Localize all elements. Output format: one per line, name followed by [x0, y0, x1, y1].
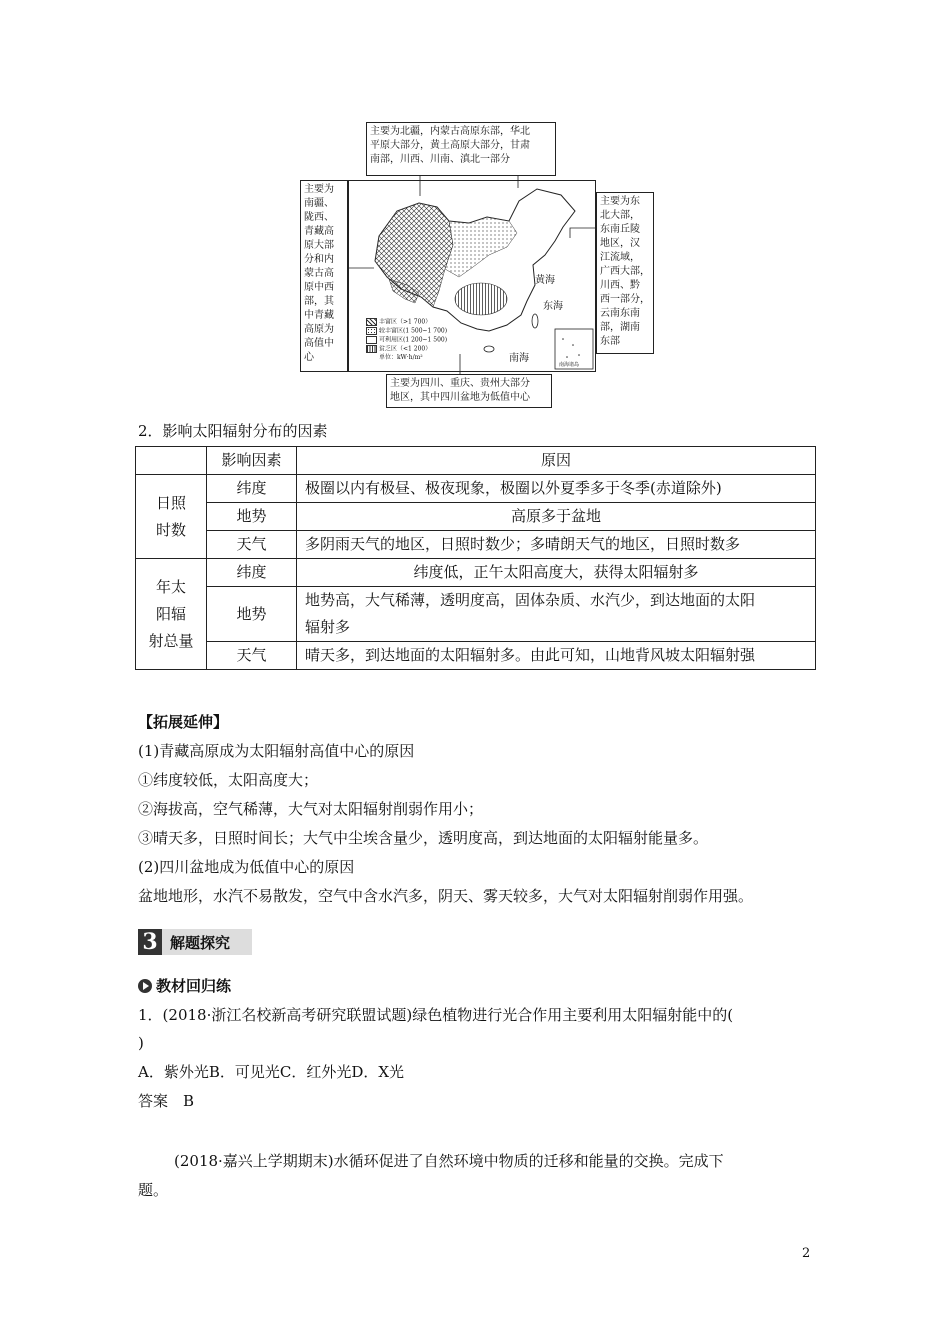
table-header-cell: 原因	[297, 447, 816, 475]
table-row	[136, 587, 816, 642]
callout-left-line: 部，其	[304, 296, 334, 307]
question-1-stem: 1．(2018·浙江名校新高考研究联盟试题)绿色植物进行光合作用主要利用太阳辐射能中的(	[138, 1006, 734, 1024]
extension-line: (1)青藏高原成为太阳辐射高值中心的原因	[138, 742, 415, 760]
question-1-stem-cont: )	[138, 1034, 144, 1052]
callout-right-line: 云南东南	[600, 308, 640, 319]
callout-right-line: 东部	[600, 336, 620, 347]
callout-right-line: 部，湖南	[600, 322, 640, 333]
callout-left-line: 高值中	[304, 338, 334, 349]
callout-right-line: 主要为东	[600, 196, 640, 207]
callout-top-line: 南部，川西、川南、滇北一部分	[370, 154, 510, 165]
table-row	[136, 559, 816, 587]
callout-right-line: 北大部，	[600, 210, 640, 221]
group-label-line: 日照	[155, 493, 186, 512]
factor-cell: 纬度	[207, 475, 297, 503]
sea-label-east: 东海	[543, 301, 563, 312]
factor-cell: 天气	[207, 642, 297, 670]
extension-line: (2)四川盆地成为低值中心的原因	[138, 858, 355, 876]
callout-left-line: 心	[304, 352, 314, 363]
subsection-title	[138, 975, 231, 997]
solar-radiation-map-figure	[300, 118, 660, 408]
inset-label: 南海诸岛	[559, 362, 580, 368]
table-header-cell: 影响因素	[207, 447, 297, 475]
extension-title: 【拓展延伸】	[138, 713, 229, 731]
callout-right-line: 地区，汉	[600, 238, 640, 249]
passage-line: 题。	[138, 1181, 169, 1199]
question-1-options: A．紫外光B．可见光C．红外光D．X光	[138, 1063, 405, 1081]
section-3-badge	[138, 929, 252, 955]
legend-label: 贫乏区（<1 200）	[379, 345, 432, 353]
extension-line: ③晴天多，日照时间长；大气中尘埃含量少，透明度高，到达地面的太阳辐射能量多。	[138, 829, 709, 847]
legend-unit: 单位：kW·h/m²	[379, 354, 423, 361]
extension-line: ①纬度较低，太阳高度大；	[138, 771, 319, 789]
callout-right-line: 东南丘陵	[600, 224, 640, 235]
callout-left-line: 原大部	[304, 240, 334, 251]
legend-label: 丰富区（>1 700）	[379, 318, 432, 326]
reason-cell: 极圈以内有极昼、极夜现象，极圈以外夏季多于冬季(赤道除外)	[297, 475, 816, 503]
page-number: 2	[802, 1246, 811, 1261]
legend-label: 较丰富区(1 500~1 700)	[379, 327, 448, 335]
group-label-sunshine-hours	[136, 475, 207, 559]
callout-left-line: 青藏高	[304, 226, 334, 237]
factor-cell: 地势	[207, 503, 297, 531]
callout-left-line: 蒙古高	[304, 268, 334, 279]
reason-cell: 晴天多，到达地面的太阳辐射多。由此可知，山地背风坡太阳辐射强	[297, 642, 816, 670]
table-row	[136, 531, 816, 559]
sea-label-south: 南海	[509, 353, 529, 364]
table-header-row	[136, 447, 816, 475]
callout-right-line: 川西、黔	[600, 280, 640, 291]
reason-cell: 纬度低，正午太阳高度大，获得太阳辐射多	[297, 559, 816, 587]
callout-right-line: 江流域，	[600, 252, 640, 263]
play-circle-icon	[138, 979, 152, 993]
group-label-line: 射总量	[148, 631, 194, 650]
table-row	[136, 503, 816, 531]
callout-left-line: 高原为	[304, 324, 334, 335]
reason-cell: 多阴雨天气的地区，日照时数少；多晴朗天气的地区，日照时数多	[297, 531, 816, 559]
sea-label-yellow: 黄海	[535, 275, 555, 286]
callout-left-line: 原中西	[304, 282, 334, 293]
callout-left-line: 分和内	[304, 254, 334, 265]
group-label-line: 阳辐	[155, 604, 186, 623]
question-1-answer: 答案 B	[138, 1092, 195, 1110]
callout-bottom-line: 地区，其中四川盆地为低值中心	[390, 392, 530, 403]
callout-top-line: 平原大部分，黄土高原大部分，甘肃	[370, 140, 530, 151]
reason-line: 地势高，大气稀薄，透明度高，固体杂质、水汽少，到达地面的太阳	[305, 591, 756, 609]
callout-left-line: 中青藏	[304, 310, 334, 321]
callout-left-line: 主要为	[304, 184, 334, 195]
table-row	[136, 475, 816, 503]
group-label-line: 年太	[155, 577, 186, 596]
legend-label: 可利用区(1 200~1 500)	[379, 336, 448, 344]
callout-leader-lines	[300, 118, 660, 408]
section-label: 解题探究	[162, 929, 252, 955]
passage-line: (2018·嘉兴上学期期末)水循环促进了自然环境中物质的迁移和能量的交换。完成下	[174, 1152, 724, 1170]
callout-left-line: 南疆、	[304, 198, 334, 209]
extension-line: ②海拔高，空气稀薄，大气对太阳辐射削弱作用小；	[138, 800, 484, 818]
group-label-line: 时数	[155, 520, 186, 539]
extension-line: 盆地地形，水汽不易散发，空气中含水汽多，阴天、雾天较多，大气对太阳辐射削弱作用强。	[138, 887, 754, 905]
reason-cell: 高原多于盆地	[297, 503, 816, 531]
callout-top-line: 主要为北疆，内蒙古高原东部，华北	[370, 126, 530, 137]
factor-cell: 地势	[207, 587, 297, 642]
group-label-annual-radiation	[136, 559, 207, 670]
reason-cell	[297, 587, 816, 642]
callout-right-line: 西一部分，	[600, 294, 650, 305]
table-row	[136, 642, 816, 670]
section-number: 3	[138, 929, 162, 955]
table-header-cell	[136, 447, 207, 475]
factors-table	[135, 446, 816, 670]
factor-cell: 纬度	[207, 559, 297, 587]
section-heading: 2．影响太阳辐射分布的因素	[138, 422, 328, 440]
callout-right-line: 广西大部，	[600, 266, 650, 277]
reason-line: 辐射多	[305, 618, 351, 636]
factor-cell: 天气	[207, 531, 297, 559]
callout-bottom-line: 主要为四川、重庆、贵州大部分	[390, 378, 530, 389]
callout-left-line: 陇西、	[304, 212, 334, 223]
subsection-label: 教材回归练	[156, 977, 232, 995]
